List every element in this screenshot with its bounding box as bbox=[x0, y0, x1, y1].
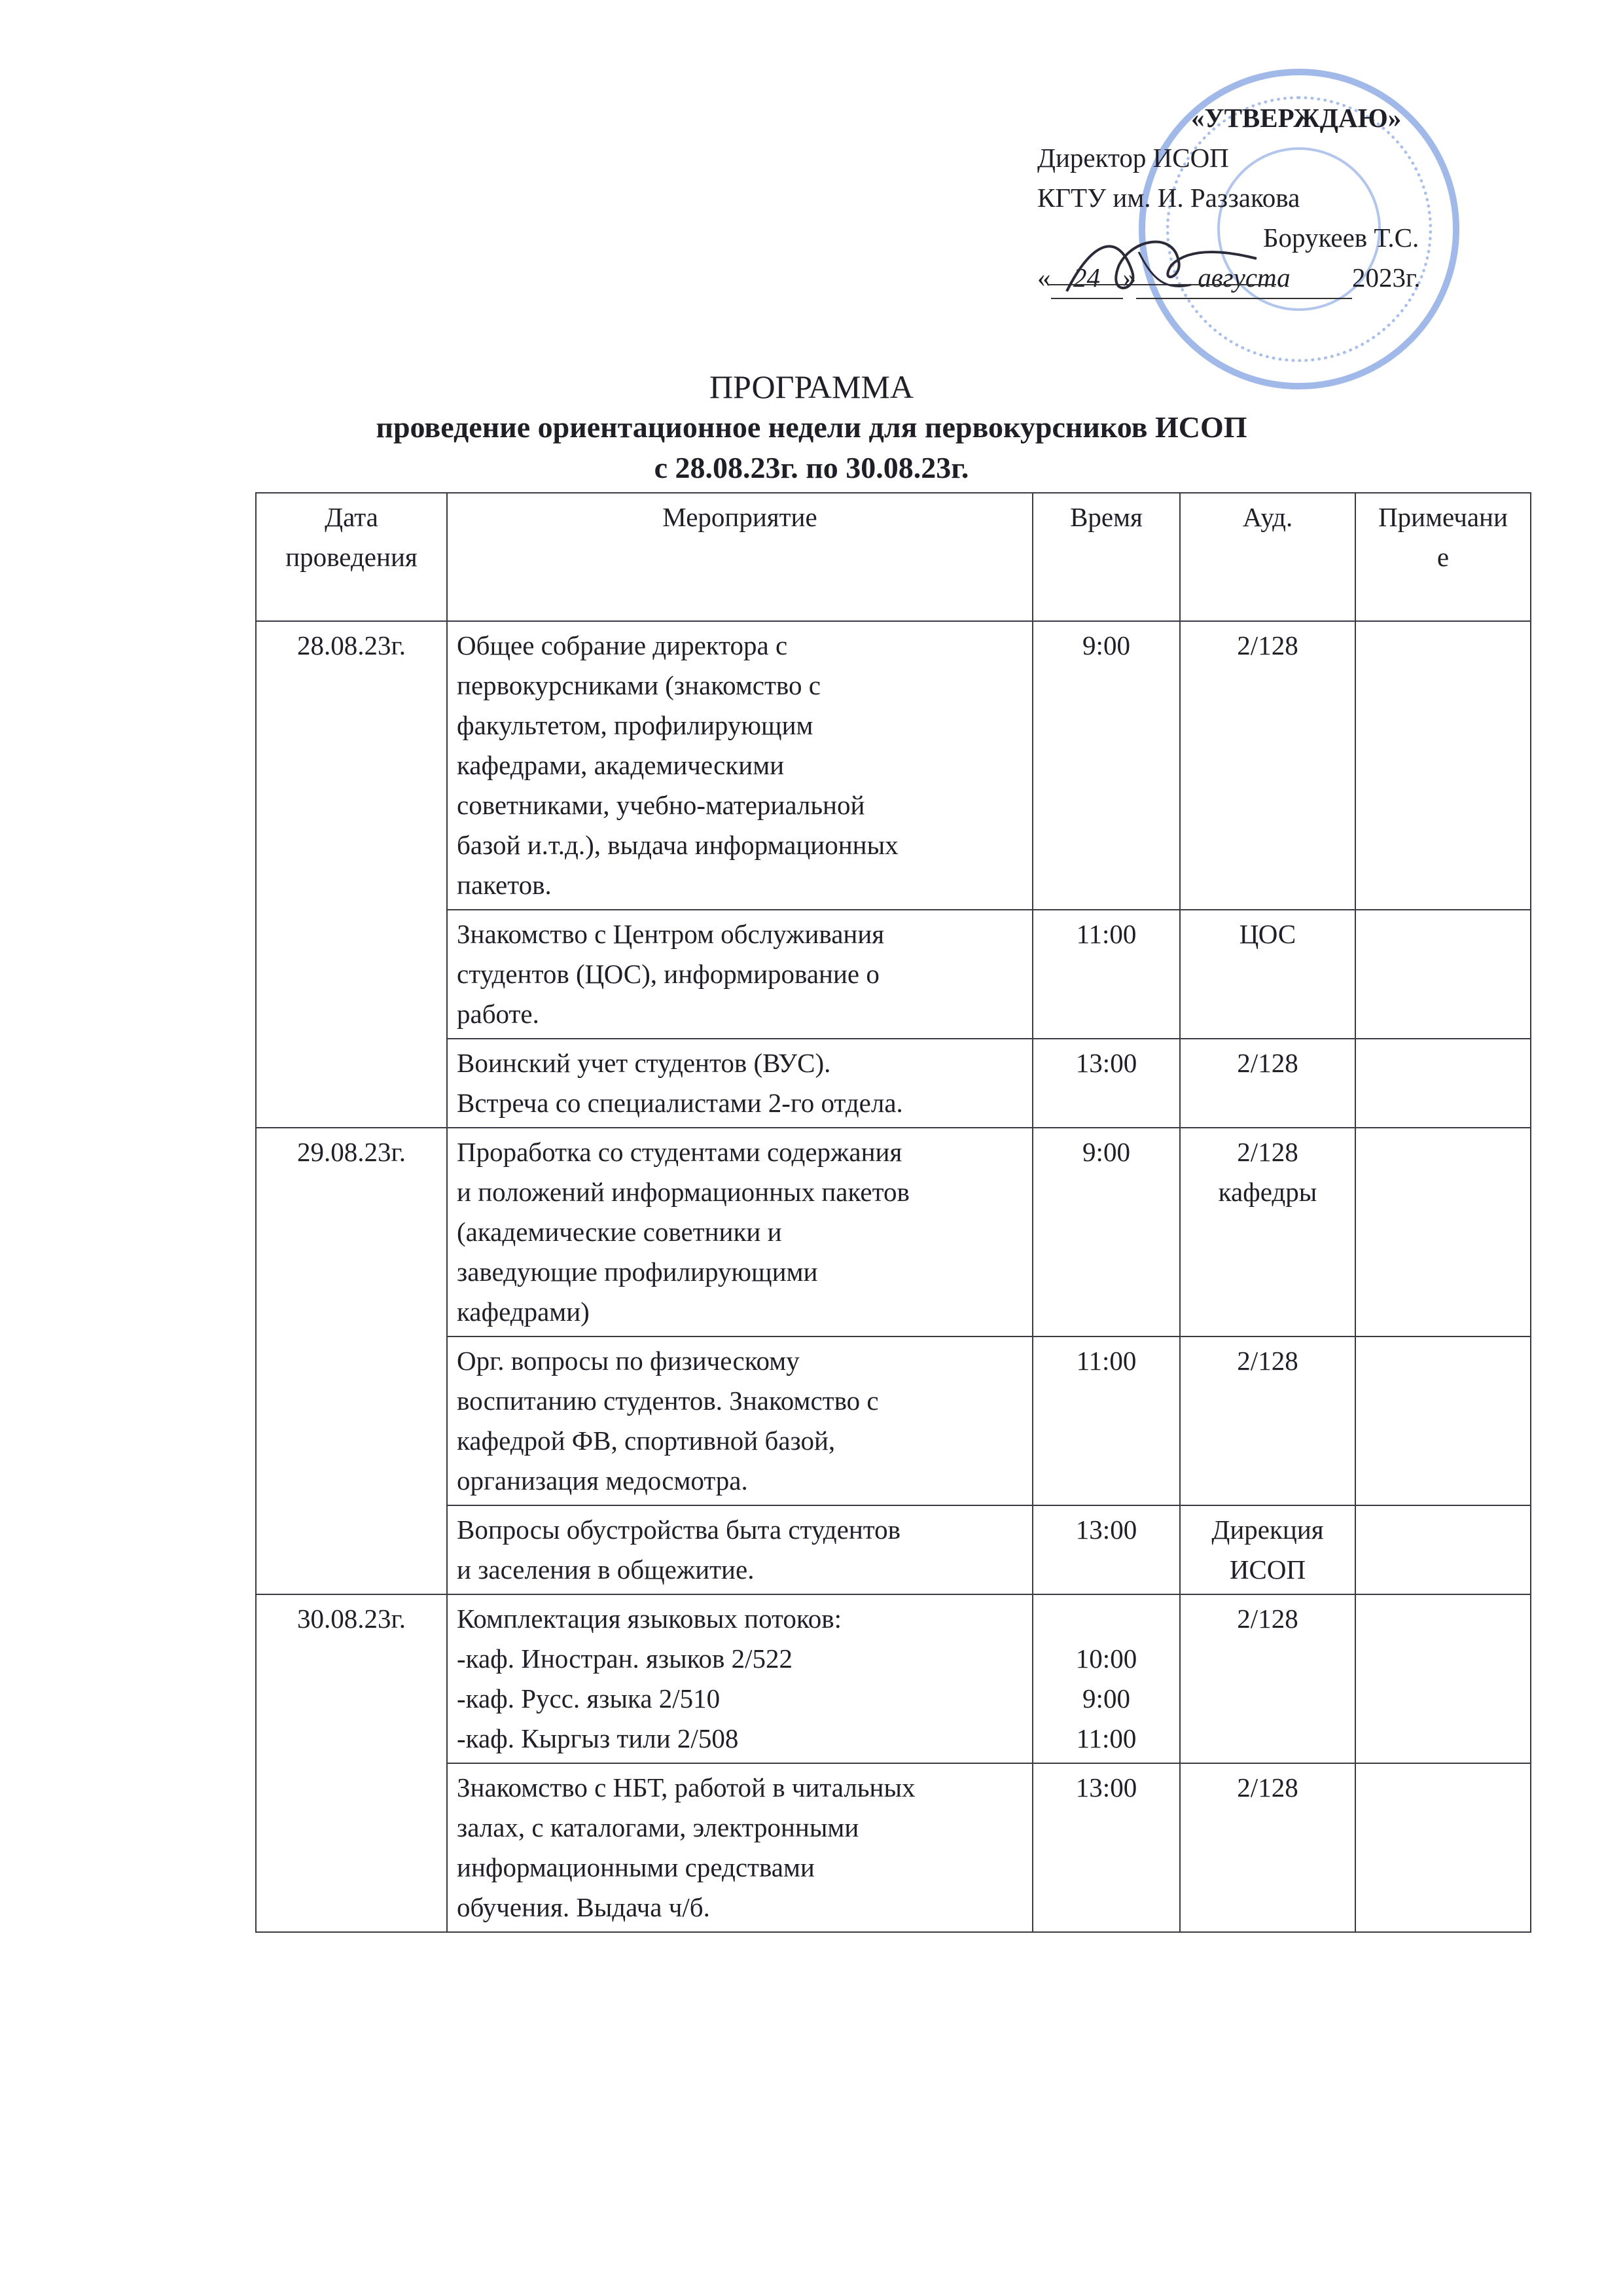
header-time: Время bbox=[1033, 493, 1180, 621]
note-cell bbox=[1355, 1128, 1531, 1336]
date-month: августа bbox=[1136, 258, 1352, 299]
approval-signer: Борукеев Т.С. bbox=[1263, 223, 1419, 253]
approval-position-line1: Директор ИСОП bbox=[1037, 143, 1229, 173]
header-room: Ауд. bbox=[1180, 493, 1355, 621]
date-year: 2023г. bbox=[1352, 262, 1421, 293]
time-cell: 9:00 bbox=[1033, 1128, 1180, 1336]
table-row bbox=[256, 1594, 1531, 1763]
room-cell: ЦОС bbox=[1180, 910, 1355, 1039]
room-cell: 2/128 bbox=[1180, 1763, 1355, 1932]
event-cell: Вопросы обустройства быта студентов и заселения в общежитие. bbox=[447, 1505, 1033, 1594]
time-cell: 13:00 bbox=[1033, 1039, 1180, 1128]
title-main: ПРОГРАММА bbox=[709, 368, 914, 405]
event-cell: Орг. вопросы по физическому воспитанию студентов. Знакомство с кафедрой ФВ, спортивной базой, организация медосмотра. bbox=[447, 1336, 1033, 1505]
room-cell: 2/128 bbox=[1180, 1039, 1355, 1128]
header-note: Примечани е bbox=[1355, 493, 1531, 621]
date-cell: 29.08.23г. bbox=[256, 1128, 447, 1594]
time-cell: 13:00 bbox=[1033, 1763, 1180, 1932]
note-cell bbox=[1355, 1336, 1531, 1505]
event-cell: Комплектация языковых потоков: -каф. Иностран. языков 2/522 -каф. Русс. языка 2/510 -каф. Кыргыз тили 2/508 bbox=[447, 1594, 1033, 1763]
table-row bbox=[256, 1128, 1531, 1336]
room-cell: Дирекция ИСОП bbox=[1180, 1505, 1355, 1594]
date-cell: 28.08.23г. bbox=[256, 621, 447, 1128]
table-row bbox=[256, 910, 1531, 1039]
date-day: 24 bbox=[1051, 258, 1123, 299]
time-cell: 11:00 bbox=[1033, 1336, 1180, 1505]
time-cell: 10:00 9:00 11:00 bbox=[1033, 1594, 1180, 1763]
table-row bbox=[256, 1505, 1531, 1594]
title-subtitle: проведение ориентационное недели для первокурсников ИСОП bbox=[376, 410, 1247, 444]
event-cell: Проработка со студентами содержания и положений информационных пакетов (академические советники и заведующие профилирующими кафедрами) bbox=[447, 1128, 1033, 1336]
time-cell: 9:00 bbox=[1033, 621, 1180, 910]
document-title bbox=[0, 367, 1623, 488]
handwritten-signature bbox=[1041, 213, 1283, 317]
room-cell: 2/128 bbox=[1180, 1594, 1355, 1763]
table-row bbox=[256, 1039, 1531, 1128]
note-cell bbox=[1355, 910, 1531, 1039]
event-cell: Знакомство с НБТ, работой в читальных залах, с каталогами, электронными информационными средствами обучения. Выдача ч/б. bbox=[447, 1763, 1033, 1932]
note-cell bbox=[1355, 1039, 1531, 1128]
note-cell bbox=[1355, 621, 1531, 910]
date-cell: 30.08.23г. bbox=[256, 1594, 447, 1932]
room-cell: 2/128 bbox=[1180, 1336, 1355, 1505]
event-cell: Воинский учет студентов (ВУС). Встреча со специалистами 2-го отдела. bbox=[447, 1039, 1033, 1128]
note-cell bbox=[1355, 1594, 1531, 1763]
event-cell: Общее собрание директора с первокурсниками (знакомство с факультетом, профилирующим кафедрами, академическими советниками, учебно-материальной базой и.т.д.), выдача информационных пакетов. bbox=[447, 621, 1033, 910]
table-row bbox=[256, 621, 1531, 910]
room-cell: 2/128 кафедры bbox=[1180, 1128, 1355, 1336]
table-row bbox=[256, 1336, 1531, 1505]
room-cell: 2/128 bbox=[1180, 621, 1355, 910]
note-cell bbox=[1355, 1505, 1531, 1594]
title-period: с 28.08.23г. по 30.08.23г. bbox=[654, 451, 969, 484]
note-cell bbox=[1355, 1763, 1531, 1932]
table-row bbox=[256, 1763, 1531, 1932]
date-close-quote: » bbox=[1122, 262, 1136, 293]
time-cell: 11:00 bbox=[1033, 910, 1180, 1039]
event-cell: Знакомство с Центром обслуживания студентов (ЦОС), информирование о работе. bbox=[447, 910, 1033, 1039]
date-open-quote: « bbox=[1037, 262, 1051, 293]
program-table bbox=[255, 492, 1531, 1933]
header-event: Мероприятие bbox=[447, 493, 1033, 621]
header-date: Дата проведения bbox=[256, 493, 447, 621]
approval-position-line2: КГТУ им. И. Раззакова bbox=[1037, 183, 1300, 213]
approval-heading: «УТВЕРЖДАЮ» bbox=[1191, 103, 1402, 133]
table-header-row bbox=[256, 493, 1531, 621]
time-cell: 13:00 bbox=[1033, 1505, 1180, 1594]
